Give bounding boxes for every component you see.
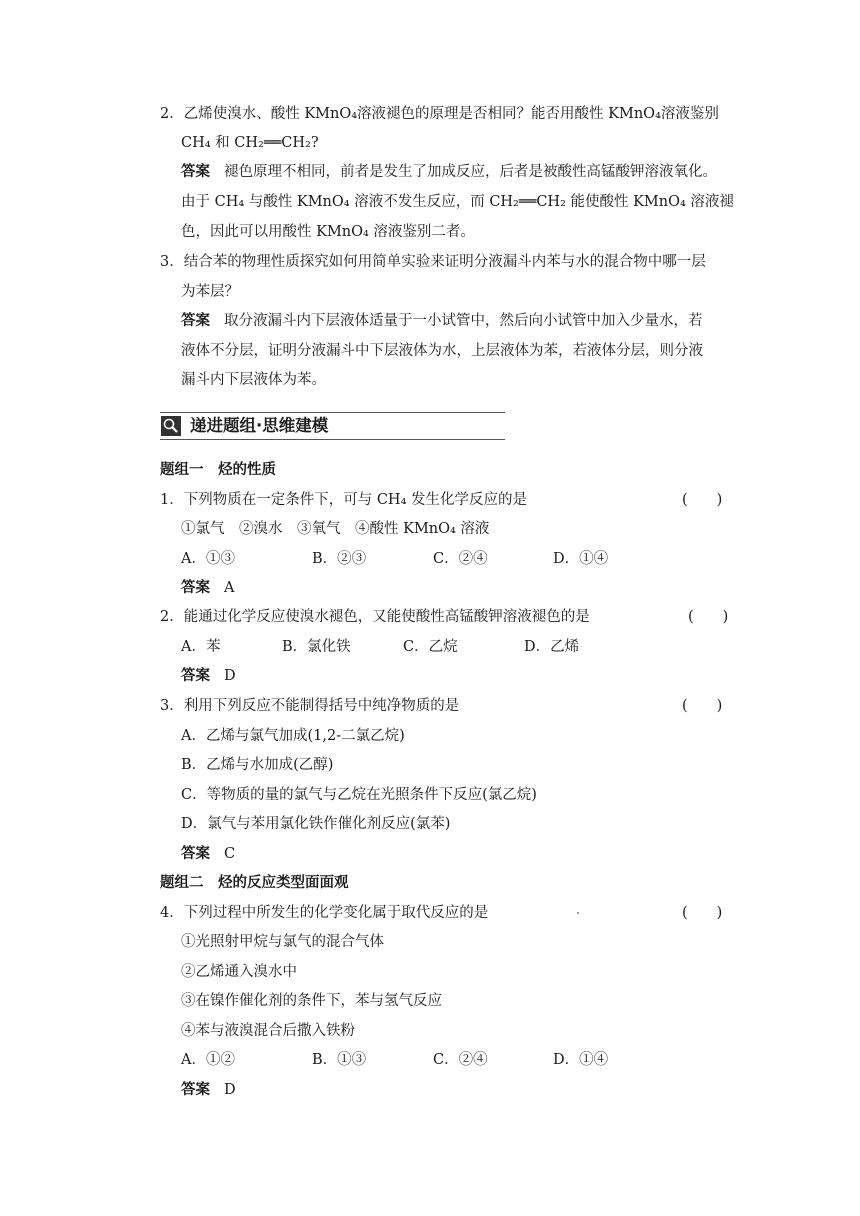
question-2-answer-line-1 [181,162,717,182]
stray-dot [577,912,579,914]
answer-label: 答案 [181,164,210,180]
exercise-3-option-a: A．乙烯与氯气加成(1,2-二氯乙烷) [181,728,405,744]
exercise-1-answer-blank: ( ) [682,492,723,508]
exercise-4-answer [181,1080,236,1100]
question-2-answer-line-2: 由于 CH₄ 与酸性 KMnO₄ 溶液不发生反应，而 CH₂══CH₂ 能使酸性 KMnO₄ 溶液褪 [181,194,734,210]
exercise-3-option-c: C．等物质的量的氯气与乙烷在光照条件下反应(氯乙烷) [181,787,537,803]
exercise-3-answer-blank: ( ) [682,698,723,714]
exercise-1-stem: 1．下列物质在一定条件下，可与 CH₄ 发生化学反应的是 [160,492,527,508]
exercise-4-item-4: ④苯与液溴混合后撒入铁粉 [181,1023,355,1039]
question-3-answer-line-2: 液体不分层，证明分液漏斗中下层液体为水，上层液体为苯，若液体分层，则分液 [181,343,703,359]
exercise-4-item-2: ②乙烯通入溴水中 [181,964,297,980]
exercise-2-stem: 2．能通过化学反应使溴水褪色，又能使酸性高锰酸钾溶液褪色的是 [160,609,590,625]
answer-label: 答案 [181,1082,210,1098]
exercise-3-answer [181,844,235,864]
question-2-answer-line-3: 色，因此可以用酸性 KMnO₄ 溶液鉴别二者。 [181,224,475,240]
exercise-1-answer [181,578,234,598]
exercise-3-stem: 3．利用下列反应不能制得括号中纯净物质的是 [160,698,460,714]
exercise-4-stem: 4．下列过程中所发生的化学变化属于取代反应的是 [160,905,489,921]
answer-label: 答案 [181,668,210,684]
exercise-4-item-1: ①光照射甲烷与氯气的混合气体 [181,934,384,950]
question-3-line-1: 3．结合苯的物理性质探究如何用简单实验来证明分液漏斗内苯与水的混合物中哪一层 [160,254,706,270]
question-2-line-1: 2．乙烯使溴水、酸性 KMnO₄溶液褪色的原理是否相同？能否用酸性 KMnO₄溶液鉴别 [160,106,719,122]
exercise-1-option-b: B．②③ [312,551,367,567]
exercise-2-answer-blank: ( ) [688,609,729,625]
answer-text: 取分液漏斗内下层液体适量于一小试管中，然后向小试管中加入少量水，若 [224,313,703,329]
exercise-1-option-a: A．①③ [181,551,235,567]
section-title: 递进题组·思维建模 [190,416,329,435]
answer-text: 褪色原理不相同，前者是发生了加成反应，后者是被酸性高锰酸钾溶液氧化。 [224,164,717,180]
exercise-4-option-b: B．①③ [312,1052,367,1068]
answer-label: 答案 [181,313,210,329]
exercise-4-option-d: D．①④ [553,1052,609,1068]
exercise-4-item-3: ③在镍作催化剂的条件下，苯与氢气反应 [181,993,442,1009]
exercise-2-option-a: A．苯 [181,639,221,655]
question-3-line-2: 为苯层？ [181,284,239,300]
exercise-4-option-a: A．①② [181,1052,235,1068]
exercise-2-option-d: D．乙烯 [524,639,580,655]
exercise-1-items: ①氯气 ②溴水 ③氧气 ④酸性 KMnO₄ 溶液 [181,521,490,537]
answer-value: C [224,846,236,862]
answer-value: A [224,580,235,596]
group-2-title: 题组二 烃的反应类型面面观 [160,875,349,891]
exercise-2-answer [181,666,236,686]
exercise-4-answer-blank: ( ) [682,905,723,921]
answer-value: D [224,1082,236,1098]
exercise-2-option-c: C．乙烷 [403,639,458,655]
question-3-answer-line-3: 漏斗内下层液体为苯。 [181,372,326,388]
exercise-2-option-b: B．氯化铁 [282,639,351,655]
exercise-3-option-b: B．乙烯与水加成(乙醇) [181,757,334,773]
banner-bottom-rule [160,439,505,440]
group-1-title: 题组一 烃的性质 [160,462,276,478]
question-3-answer-line-1 [181,311,703,331]
answer-label: 答案 [181,580,210,596]
banner-top-rule [160,412,505,413]
section-banner [160,412,505,440]
answer-label: 答案 [181,846,210,862]
question-2-line-2: CH₄ 和 CH₂══CH₂? [181,135,319,151]
exercise-1-option-d: D．①④ [553,551,609,567]
exercise-3-option-d: D．氯气与苯用氯化铁作催化剂反应(氯苯) [181,816,451,832]
exercise-1-option-c: C．②④ [433,551,488,567]
magnifier-icon [161,416,181,436]
answer-value: D [224,668,236,684]
exercise-4-option-c: C．②④ [433,1052,488,1068]
